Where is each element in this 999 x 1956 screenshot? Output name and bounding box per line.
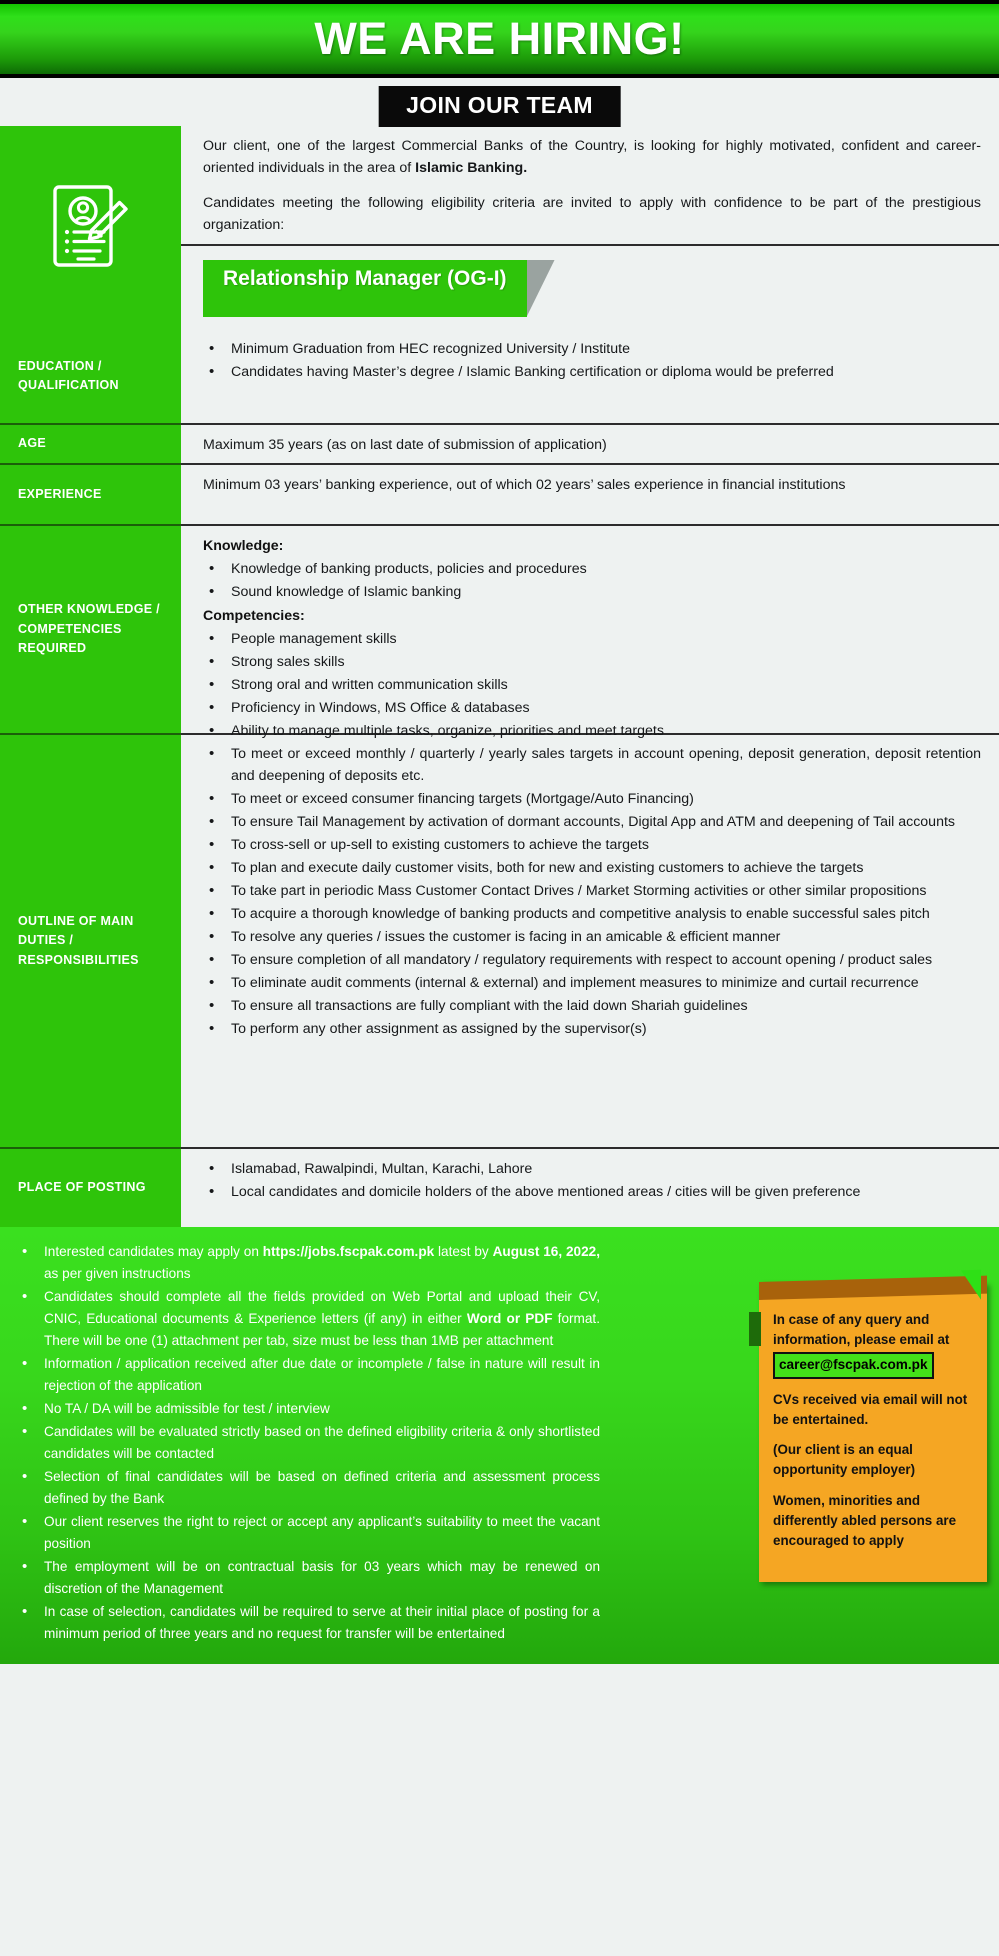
list-item: • The employment will be on contractual basis for 03 years which may be renewed on discretion of the Management <box>18 1556 600 1600</box>
list-item: • To plan and execute daily customer visits, both for new and existing customers to achieve the targets <box>203 857 981 879</box>
contact-note-diversity: Women, minorities and differently abled persons are encouraged to apply <box>773 1493 957 1548</box>
list-item: • Strong sales skills <box>203 651 981 673</box>
competencies-heading: Competencies: <box>203 608 305 624</box>
row-posting-content <box>181 1149 999 1227</box>
contact-email[interactable]: career@fscpak.com.pk <box>773 1352 934 1379</box>
list-item: • Strong oral and written communication skills <box>203 674 981 696</box>
list-item: • To cross-sell or up-sell to existing customers to achieve the targets <box>203 834 981 856</box>
criteria-grid <box>0 126 999 1227</box>
intro-paragraph-2: Candidates meeting the following eligibility criteria are invited to apply with confidence to be part of the prestigious organization: <box>203 195 981 233</box>
contact-note-email: CVs received via email will not be entertained. <box>773 1391 968 1427</box>
contact-note-equal-opportunity: (Our client is an equal opportunity employer) <box>773 1442 916 1478</box>
row-experience-content <box>181 465 999 526</box>
list-item: • Interested candidates may apply on https://jobs.fscpak.com.pk latest by August 16, 2022, as per given instructions <box>18 1241 600 1285</box>
label-education-qualification: EDUCATION / QUALIFICATION <box>0 329 181 425</box>
age-text: Maximum 35 years (as on last date of submission of application) <box>203 437 607 453</box>
education-list <box>203 338 981 383</box>
list-item: • Our client reserves the right to reject or accept any applicant’s suitability to meet the vacant position <box>18 1511 600 1555</box>
experience-text: Minimum 03 years’ banking experience, out of which 02 years’ sales experience in financial institutions <box>203 477 846 493</box>
contact-card-body <box>759 1296 987 1582</box>
label-other-knowledge-competencies: OTHER KNOWLEDGE / COMPETENCIES REQUIRED <box>0 526 181 735</box>
list-item: • Ability to manage multiple tasks, organize, priorities and meet targets <box>203 720 981 742</box>
list-item: • Selection of final candidates will be based on defined criteria and assessment process defined by the Bank <box>18 1466 600 1510</box>
list-item: • Candidates will be evaluated strictly based on the defined eligibility criteria & only shortlisted candidates will be contacted <box>18 1421 600 1465</box>
row-education-content <box>181 329 999 425</box>
knowledge-heading: Knowledge: <box>203 538 284 554</box>
list-item: • Candidates should complete all the fields provided on Web Portal and upload their CV, CNIC, Educational documents & Experience letters (if any) in either Word or PDF format. There will be one (1) attachment per tab, size must be less than 1MB per attachment <box>18 1286 600 1352</box>
list-item: • Minimum Graduation from HEC recognized University / Institute <box>203 338 981 360</box>
application-url[interactable]: https://jobs.fscpak.com.pk <box>262 1244 435 1259</box>
label-place-of-posting: PLACE OF POSTING <box>18 1180 146 1195</box>
label-outline-main-duties: OUTLINE OF MAIN DUTIES / RESPONSIBILITIES <box>0 735 181 1149</box>
contact-email-wrap <box>773 1350 973 1379</box>
duties-list <box>203 743 981 1040</box>
list-item: • To take part in periodic Mass Customer Contact Drives / Market Storming activities or other similar propositions <box>203 880 981 902</box>
list-item: • People management skills <box>203 628 981 650</box>
deadline-date: August 16, 2022, <box>492 1244 600 1259</box>
ribbon-tail-shape <box>527 260 555 317</box>
contact-intro-text: In case of any query and information, please email at <box>773 1312 950 1347</box>
posting-list <box>203 1158 981 1203</box>
label-age: AGE <box>0 425 181 465</box>
list-item: • To perform any other assignment as assigned by the supervisor(s) <box>203 1018 981 1040</box>
content-column <box>181 126 999 1227</box>
list-item: • To acquire a thorough knowledge of banking products and competitive analysis to enable successful sales pitch <box>203 903 981 925</box>
list-item: • Information / application received after due date or incomplete / false in nature will result in rejection of the application <box>18 1353 600 1397</box>
competencies-list <box>203 628 981 742</box>
row-age-content <box>181 425 999 465</box>
resume-icon-cell <box>0 126 181 329</box>
instructions-list <box>0 1241 600 1645</box>
hiring-banner <box>0 0 999 78</box>
job-title-ribbon-row <box>181 246 999 329</box>
list-item: • Candidates having Master’s degree / Islamic Banking certification or diploma would be preferred <box>203 361 981 383</box>
join-our-team-badge: JOIN OUR TEAM <box>378 86 621 127</box>
contact-info-card <box>759 1282 987 1582</box>
list-item: • To ensure completion of all mandatory / regulatory requirements with respect to account opening / product sales <box>203 949 981 971</box>
row-duties-content <box>181 735 999 1149</box>
list-item: • To eliminate audit comments (internal & external) and implement measures to minimize and curtail recurrence <box>203 972 981 994</box>
row-knowledge-content <box>181 526 999 739</box>
label-column <box>0 126 181 1227</box>
list-item: • To resolve any queries / issues the customer is facing in an amicable & efficient manner <box>203 926 981 948</box>
list-item: • To meet or exceed consumer financing targets (Mortgage/Auto Financing) <box>203 788 981 810</box>
list-item: • To ensure all transactions are fully compliant with the laid down Shariah guidelines <box>203 995 981 1017</box>
application-instructions-footer <box>0 1227 999 1664</box>
list-item: • To meet or exceed monthly / quarterly / yearly sales targets in account opening, deposit generation, deposit retention and deepening of deposits etc. <box>203 743 981 787</box>
list-item: • Sound knowledge of Islamic banking <box>203 581 981 603</box>
intro-paragraph-1: Our client, one of the largest Commercial Banks of the Country, is looking for highly motivated, confident and career-oriented individuals in the area of Islamic Banking. <box>203 138 981 176</box>
resume-application-icon <box>45 178 137 278</box>
main-content <box>0 126 999 1227</box>
label-experience: EXPERIENCE <box>0 465 181 526</box>
knowledge-list <box>203 558 981 603</box>
list-item: • To ensure Tail Management by activation of dormant accounts, Digital App and ATM and deepening of Tail accounts <box>203 811 981 833</box>
list-item: • Proficiency in Windows, MS Office & databases <box>203 697 981 719</box>
list-item: • Local candidates and domicile holders of the above mentioned areas / cities will be given preference <box>203 1181 981 1203</box>
list-item: • No TA / DA will be admissible for test / interview <box>18 1398 600 1420</box>
join-team-zone <box>0 78 999 126</box>
page-title: WE ARE HIRING! <box>314 13 685 64</box>
list-item: • Knowledge of banking products, policies and procedures <box>203 558 981 580</box>
job-title-badge: Relationship Manager (OG-I) <box>203 260 527 317</box>
intro-block <box>181 126 999 246</box>
list-item: • Islamabad, Rawalpindi, Multan, Karachi, Lahore <box>203 1158 981 1180</box>
list-item: • In case of selection, candidates will be required to serve at their initial place of posting for a minimum period of three years and no request for transfer will be entertained <box>18 1601 600 1645</box>
